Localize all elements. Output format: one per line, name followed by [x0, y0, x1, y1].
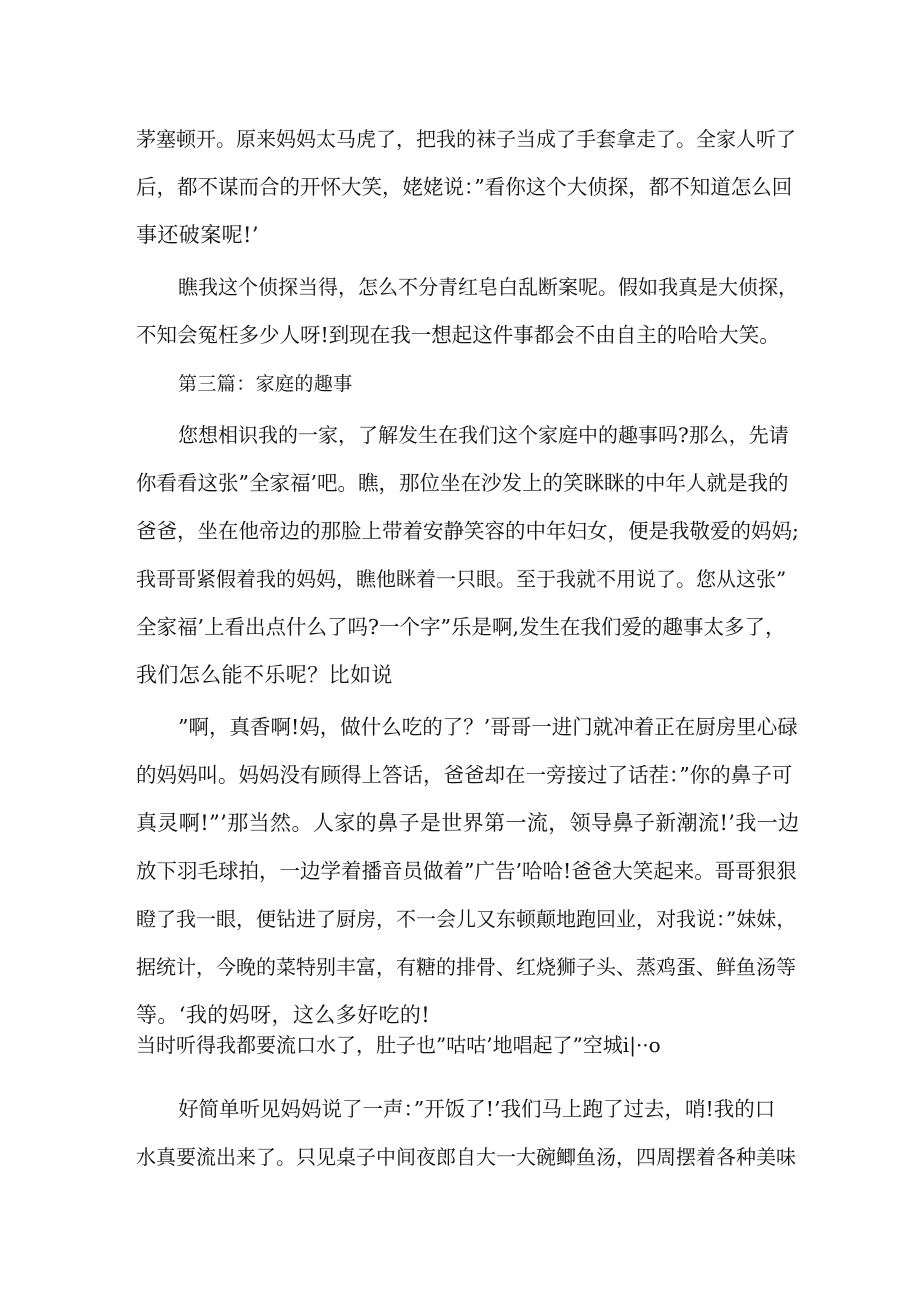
text-line: 等。‘我的妈呀，这么多好吃的!	[136, 1003, 431, 1027]
text-line: ”啊，真香啊!妈，做什么吃的了？’哥哥一进门就冲着正在厨房里心碌	[178, 715, 798, 739]
text-line: 事还破案呢!’	[136, 223, 259, 247]
text-line: 据统计，今晚的菜特别丰富，有糖的排骨、红烧狮子头、蒸鸡蛋、鲜鱼汤等	[136, 955, 796, 979]
section-heading: 第三篇：家庭的趣事	[178, 373, 353, 395]
text-line: 我们怎么能不乐呢？比如说	[136, 663, 393, 687]
text-line: 瞧我这个侦探当得，怎么不分青红皂白乱断案呢。假如我真是大侦探，	[178, 275, 798, 299]
text-line: 爸爸，坐在他帝边的那脸上带着安静笑容的中年妇女，便是我敬爱的妈妈;	[136, 519, 799, 543]
text-line: 后，都不谋而合的开怀大笑，姥姥说：”看你这个大侦探，都不知道怎么回	[136, 175, 793, 199]
text-line: 不知会冤枉多少人呀!到现在我一想起这件事都会不由自主的哈哈大笑。	[136, 323, 780, 347]
text-line: 当时听得我都要流口水了，肚子也”咕咕’地唱起了”空城i|··o	[136, 1033, 661, 1057]
text-line: 您想相识我的一家，了解发生在我们这个家庭中的趣事吗?那么，先请	[178, 423, 789, 447]
text-line: 水真要流出来了。只见桌子中间夜郎自大一大碗鲫鱼汤，四周摆着各种美味	[136, 1145, 796, 1169]
text-line: 我哥哥紧假着我的妈妈，瞧他眯着一只眼。至于我就不用说了。您从这张”	[136, 567, 787, 591]
text-line: 你看看这张”全家福’吧。瞧，那位坐在沙发上的笑眯眯的中年人就是我的	[136, 471, 789, 495]
text-line: 的妈妈叫。妈妈没有顾得上答话，爸爸却在一旁接过了话茬：”你的鼻子可	[136, 763, 793, 787]
text-line: 真灵啊!”’那当然。人家的鼻子是世界第一流，领导鼻子新潮流!’我一边	[136, 811, 800, 835]
text-line: 全家福’上看出点什么了吗?一个字”乐是啊,发生在我们爱的趣事太多了，	[136, 615, 786, 639]
text-line: 好简单听见妈妈说了一声：”开饭了!’我们马上跑了过去，哨!我的口	[178, 1097, 776, 1121]
text-line: 茅塞顿开。原来妈妈太马虎了，把我的袜子当成了手套拿走了。全家人听了	[136, 127, 796, 151]
text-line: 放下羽毛球拍，一边学着播音员做着”广告’哈哈!爸爸大笑起来。哥哥狠狠	[136, 859, 797, 883]
text-line: 瞪了我一眼，便钻进了厨房，不一会儿又东顿颠地跑回业，对我说：”妹妹，	[136, 907, 797, 931]
